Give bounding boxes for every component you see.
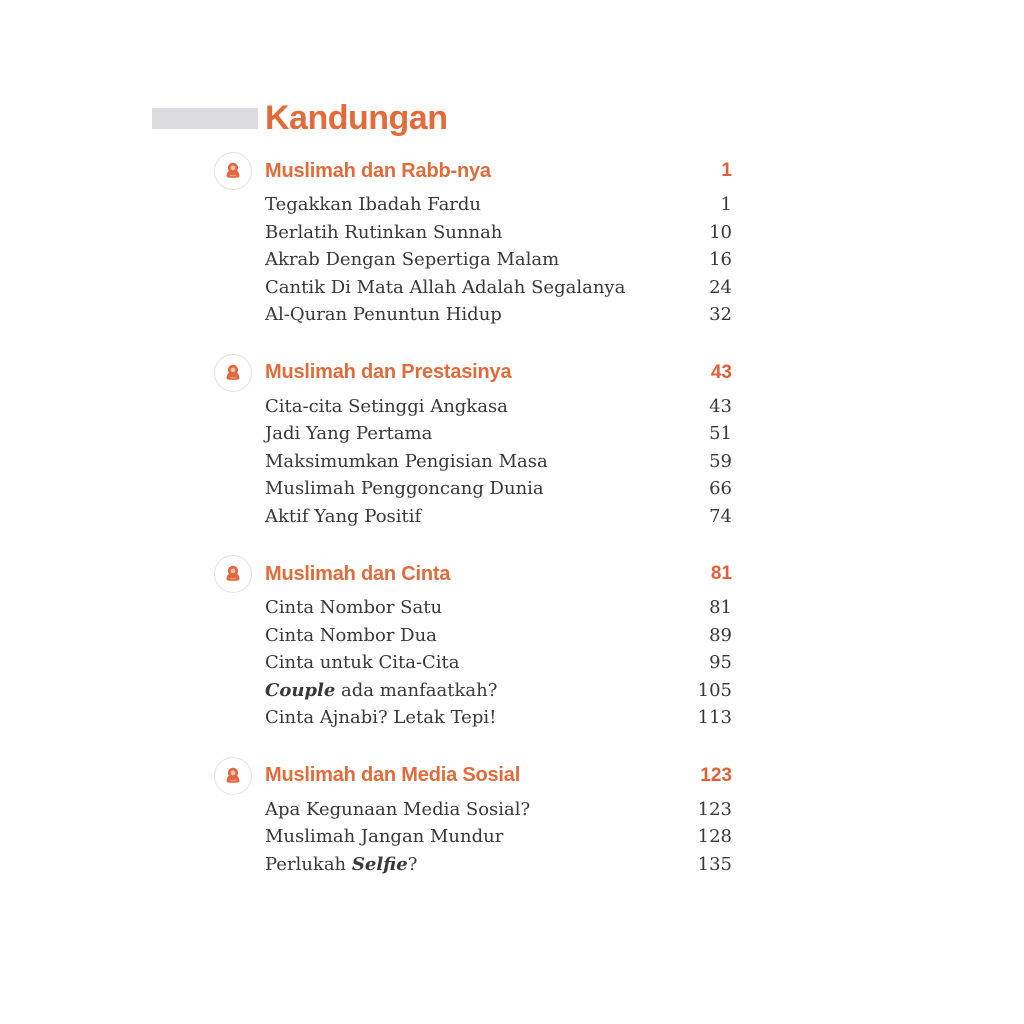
entry-title-rest: ada manfaatkah? — [335, 679, 498, 701]
section-page-number: 1 — [721, 160, 732, 181]
toc-entry — [265, 506, 732, 534]
page-title: Kandungan — [265, 99, 448, 137]
entry-page-number: 51 — [709, 423, 732, 444]
entry-page-number: 59 — [709, 450, 732, 472]
entry-title-italic: Couple — [265, 679, 336, 701]
section-page-number: 123 — [700, 764, 732, 786]
entry-title: Maksimumkan Pengisian Masa — [265, 450, 548, 472]
section-page-number: 43 — [710, 361, 732, 383]
section-items — [265, 396, 732, 534]
toc-entry — [265, 680, 732, 708]
section-items — [265, 597, 732, 735]
toc-entry — [265, 854, 732, 882]
entry-page-number: 66 — [709, 478, 732, 499]
toc-title-row — [152, 100, 732, 136]
entry-title — [265, 854, 417, 875]
title-accent-bar — [152, 108, 258, 129]
entry-title-rest: ? — [407, 853, 418, 875]
section-header — [214, 756, 732, 796]
toc-entry — [265, 652, 732, 680]
entry-title: Apa Kegunaan Media Sosial? — [265, 798, 531, 820]
entry-page-number: 123 — [697, 798, 732, 820]
entry-title: Muslimah Jangan Mundur — [265, 826, 504, 847]
toc-entry — [265, 451, 732, 479]
entry-page-number: 113 — [697, 707, 732, 728]
entry-page-number: 89 — [709, 624, 732, 646]
section-header — [214, 353, 732, 393]
toc-entry — [265, 194, 732, 222]
entry-title: Cinta Ajnabi? Letak Tepi! — [265, 707, 497, 728]
toc-entry — [265, 249, 732, 277]
muslimah-doodle-icon — [214, 354, 252, 392]
entry-title-prefix: Perlukah — [265, 853, 352, 875]
toc-entry — [265, 826, 732, 854]
entry-page-number: 128 — [697, 826, 732, 847]
section-title: Muslimah dan Prestasinya — [265, 361, 512, 383]
entry-page-number: 16 — [709, 249, 732, 270]
entry-title: Cita-cita Setinggi Angkasa — [265, 395, 508, 417]
entry-page-number: 74 — [709, 505, 732, 527]
section-page-number: 81 — [710, 563, 732, 584]
entry-title: Cinta untuk Cita-Cita — [265, 652, 460, 673]
section-header — [214, 554, 732, 594]
toc-entry — [265, 222, 732, 250]
entry-title: Al-Quran Penuntun Hidup — [265, 304, 502, 325]
entry-title: Akrab Dengan Sepertiga Malam — [265, 249, 560, 270]
entry-title: Muslimah Penggoncang Dunia — [265, 478, 544, 499]
entry-title: Cinta Nombor Satu — [265, 597, 443, 618]
toc-section — [152, 756, 732, 882]
section-items — [265, 194, 732, 332]
entry-page-number: 32 — [709, 304, 732, 325]
entry-page-number: 95 — [709, 652, 732, 673]
toc-entry — [265, 597, 732, 625]
muslimah-doodle-icon — [214, 757, 252, 795]
entry-title: Tegakkan Ibadah Fardu — [265, 194, 482, 215]
entry-title: Cinta Nombor Dua — [265, 624, 437, 646]
toc-entry — [265, 625, 732, 653]
toc-entry — [265, 478, 732, 506]
toc-entry — [265, 277, 732, 305]
entry-title: Aktif Yang Positif — [265, 505, 422, 527]
toc-section — [152, 151, 732, 332]
section-title: Muslimah dan Cinta — [265, 562, 451, 585]
entry-title-italic: Selfie — [351, 853, 408, 875]
entry-page-number: 43 — [709, 395, 732, 417]
entry-title: Cantik Di Mata Allah Adalah Segalanya — [265, 276, 626, 298]
muslimah-doodle-icon — [214, 555, 252, 593]
entry-title: Jadi Yang Pertama — [265, 423, 433, 444]
toc-entry — [265, 799, 732, 827]
entry-page-number: 24 — [709, 276, 732, 298]
section-items — [265, 799, 732, 882]
toc-section — [152, 353, 732, 534]
muslimah-doodle-icon — [214, 152, 252, 190]
toc-entry — [265, 396, 732, 424]
entry-page-number: 10 — [709, 221, 732, 243]
toc-page — [152, 100, 732, 881]
entry-title: Berlatih Rutinkan Sunnah — [265, 221, 503, 243]
toc-entry — [265, 423, 732, 451]
entry-page-number: 1 — [720, 194, 732, 215]
section-header — [214, 151, 732, 191]
entry-page-number: 135 — [697, 853, 732, 875]
toc-entry — [265, 304, 732, 332]
entry-title — [265, 680, 497, 701]
section-title: Muslimah dan Rabb-nya — [265, 159, 491, 182]
entry-page-number: 105 — [697, 679, 732, 701]
entry-page-number: 81 — [709, 597, 732, 618]
section-title: Muslimah dan Media Sosial — [265, 764, 521, 786]
toc-section — [152, 554, 732, 735]
toc-entry — [265, 707, 732, 735]
